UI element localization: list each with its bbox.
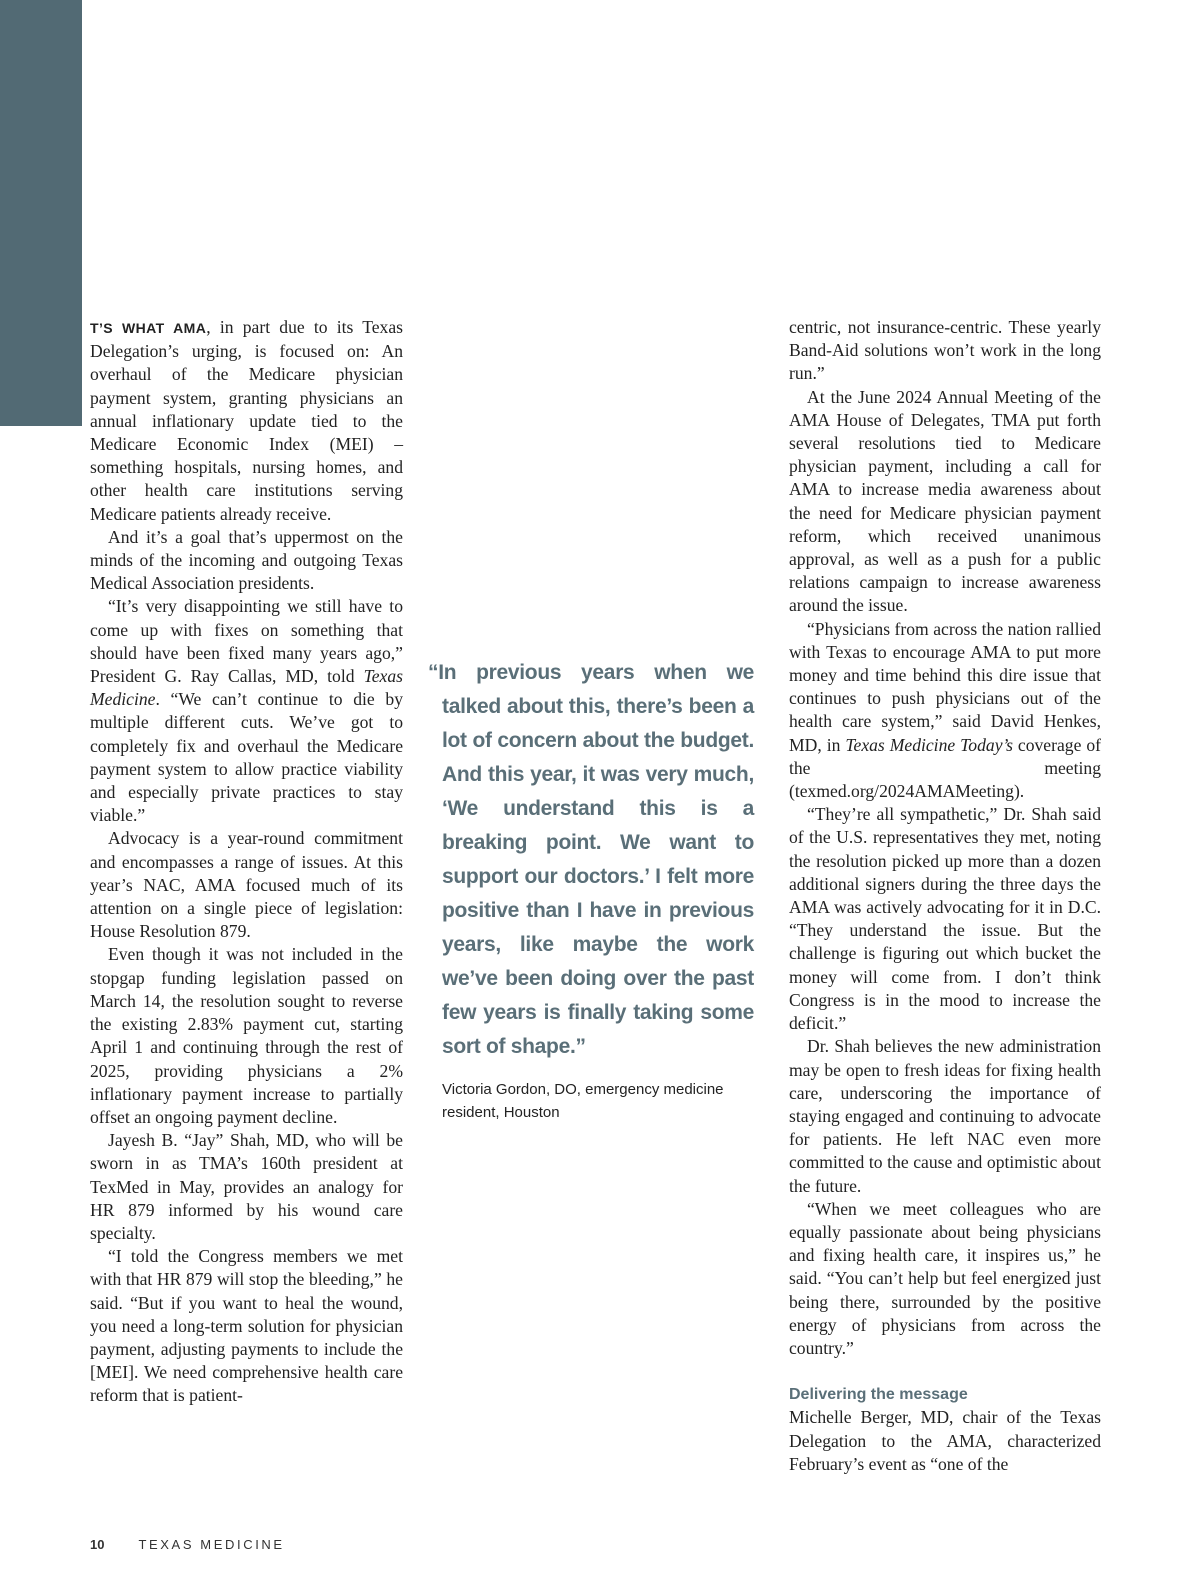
magazine-name: TEXAS MEDICINE bbox=[138, 1537, 285, 1552]
paragraph: And it’s a goal that’s uppermost on the minds of the incoming and outgoing Texas Medical Association presidents. bbox=[90, 526, 403, 594]
paragraph: T’S WHAT AMA, in part due to its Texas Delegation’s urging, is focused on: An overhaul of the Medicare physician payment system, granting physicians an annual inflationary update tied to the Medicare Economic Index (MEI) – something hospitals, nursing homes, and other health care institutions serving Medicare patients already receive. bbox=[90, 317, 404, 524]
pull-quote-attribution: Victoria Gordon, DO, emergency medicine resident, Houston bbox=[442, 1081, 724, 1121]
side-color-bar bbox=[0, 0, 82, 426]
paragraph: centric, not insurance-centric. These yearly Band-Aid solutions won’t work in the long run.” bbox=[789, 317, 1101, 384]
page-footer bbox=[90, 1537, 285, 1552]
paragraph: “When we meet colleagues who are equally passionate about being physicians and fixing health care, it inspires us,” he said. “You can’t help but feel energized just being there, surrounded by the positive energy of physicians from across the country.” bbox=[789, 1198, 1101, 1358]
paragraph: At the June 2024 Annual Meeting of the AMA House of Delegates, TMA put forth several resolutions tied to Medicare physician payment, including a call for AMA to increase media awareness about the need for Medicare physician payment reform, which received unanimous approval, as well as a push for a public relations campaign to increase awareness around the issue. bbox=[789, 386, 1101, 616]
paragraph: Even though it was not included in the stopgap funding legislation passed on March 14, the resolution sought to reverse the existing 2.83% payment cut, starting April 1 and continuing through the rest of 2025, providing physicians a 2% inflationary payment increase to partially offset an ongoing payment decline. bbox=[90, 944, 403, 1127]
paragraph: Dr. Shah believes the new administration may be open to fresh ideas for fixing health care, underscoring the importance of staying engaged and continuing to advocate for patients. He left NAC even more committed to the cause and optimistic about the future. bbox=[789, 1036, 1101, 1196]
paragraph: “It’s very disappointing we still have to come up with fixes on something that should have been fixed many years ago,” President G. Ray Callas, MD, told Texas Medicine. “We can’t continue to die by multiple different cuts. We’ve got to completely fix and overhaul the Medicare payment system to allow practice viability and especially private practices to stay viable.” bbox=[90, 596, 403, 826]
section-subhead: Delivering the message bbox=[789, 1386, 968, 1404]
pull-quote: “In previous years when we talked about this, there’s been a lot of concern about the budget. And this year, it was very much, ‘We understand this is a breaking point. We want to support our doctors.’ I felt more positive than I have in previous years, like maybe the work we’ve been doing over the past few years is finally taking some sort of shape.” bbox=[428, 661, 754, 1058]
article-column-right bbox=[789, 316, 1101, 1476]
paragraph: Jayesh B. “Jay” Shah, MD, who will be sworn in as TMA’s 160th president at TexMed in May, provides an analogy for HR 879 informed by his wound care specialty. bbox=[90, 1130, 403, 1243]
paragraph: “They’re all sympathetic,” Dr. Shah said of the U.S. representatives they met, noting the resolution picked up more than a dozen additional signers during the three days the AMA was actively advocating for it in D.C. “They understand the issue. But the challenge is figuring out which bucket the money will come from. I don’t think Congress is in the mood to increase the deficit.” bbox=[789, 804, 1101, 1034]
publication-title: Texas Medicine bbox=[90, 666, 403, 710]
page-number: 10 bbox=[90, 1537, 105, 1552]
publication-title: Texas Medicine Today’s bbox=[845, 734, 1013, 755]
paragraph: “Physicians from across the nation rallied with Texas to encourage AMA to put more money and time behind this dire issue that continues to push physicians out of the health care system,” said David Henkes, MD, in Texas Medicine Today’s coverage of the meeting (texmed.org/2024AMAMeeting). bbox=[789, 618, 1101, 802]
article-column-left bbox=[90, 316, 403, 1408]
lead-in: T’S WHAT AMA bbox=[90, 320, 207, 336]
paragraph: “I told the Congress members we met with that HR 879 will stop the bleeding,” he said. “But if you want to heal the wound, you need a long-term solution for physician payment, adjusting payments to include the [MEI]. We need comprehensive health care reform that is patient- bbox=[90, 1246, 403, 1406]
pull-quote-block bbox=[428, 656, 754, 1124]
paragraph: Advocacy is a year-round commitment and encompasses a range of issues. At this year’s NAC, AMA focused much of its attention on a single piece of legislation: House Resolution 879. bbox=[90, 828, 403, 942]
paragraph: Michelle Berger, MD, chair of the Texas Delegation to the AMA, characterized February’s event as “one of the bbox=[789, 1407, 1101, 1474]
